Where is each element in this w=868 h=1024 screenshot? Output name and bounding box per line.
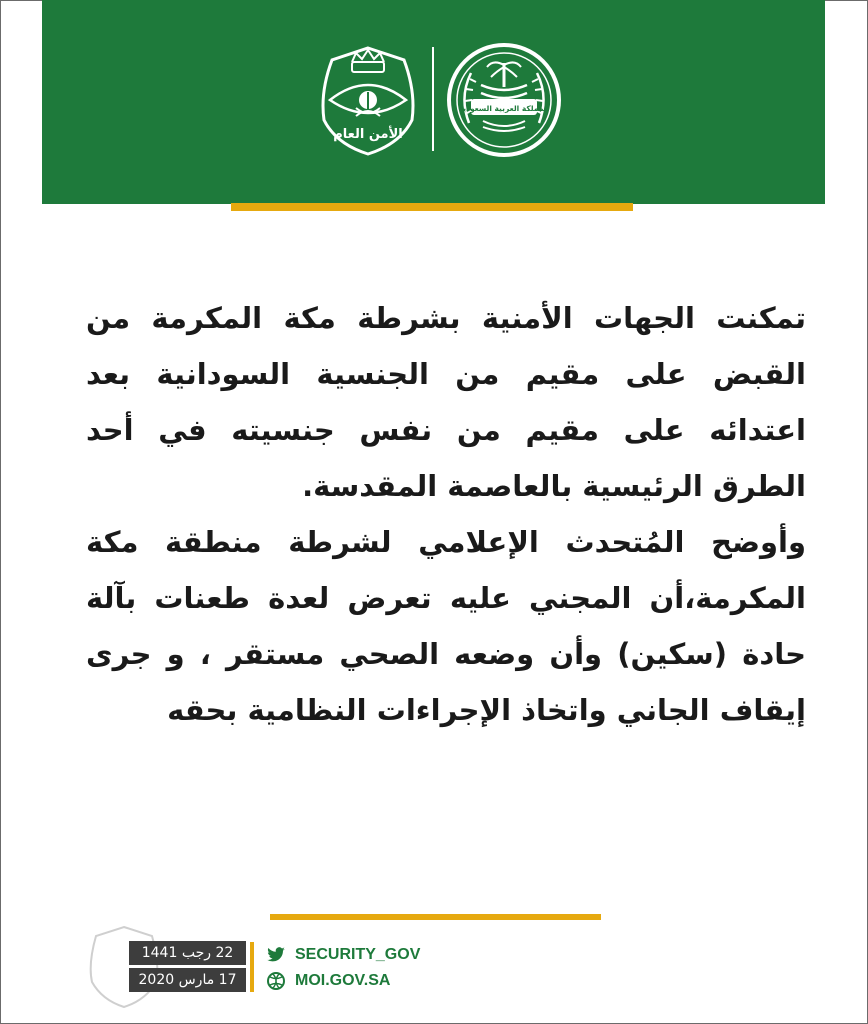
statement-paragraph-2: وأوضح المُتحدث الإعلامي لشرطة منطقة مكة المكرمة،أن المجني عليه تعرض لعدة طعنات بآلة حادة (سكين) وأن وضعه الصحي مستقر ، و جرى إيقاف الجاني واتخاذ الإجراءات النظامية بحقه	[86, 525, 806, 727]
statement-body	[86, 290, 806, 738]
gold-bar-top	[231, 203, 633, 211]
date-hijri: 22 رجب 1441	[129, 941, 246, 965]
header-divider	[432, 47, 434, 151]
footer-badge-outline	[84, 924, 164, 1010]
public-security-logo	[312, 42, 424, 158]
website-link[interactable]	[266, 969, 390, 993]
footer-gold-line	[250, 942, 254, 992]
website-url: MOI.GOV.SA	[295, 972, 391, 989]
twitter-link[interactable]	[266, 943, 420, 967]
twitter-handle: SECURITY_GOV	[295, 946, 421, 963]
twitter-bird-icon	[266, 947, 286, 963]
security-logo-text: الأمن العام	[333, 127, 403, 142]
ministry-of-interior-logo	[445, 41, 563, 159]
globe-icon	[266, 971, 286, 991]
statement-paragraph-1: تمكنت الجهات الأمنية بشرطة مكة المكرمة من القبض على مقيم من الجنسية السودانية بعد اعتدائه على مقيم من نفس جنسيته في أحد الطرق الرئيسية بالعاصمة المقدسة.	[86, 301, 806, 503]
date-gregorian: 17 مارس 2020	[129, 968, 246, 992]
ministry-logo-text: المملكة العربية السعودية	[458, 104, 550, 113]
gold-bar-bottom	[270, 914, 601, 920]
